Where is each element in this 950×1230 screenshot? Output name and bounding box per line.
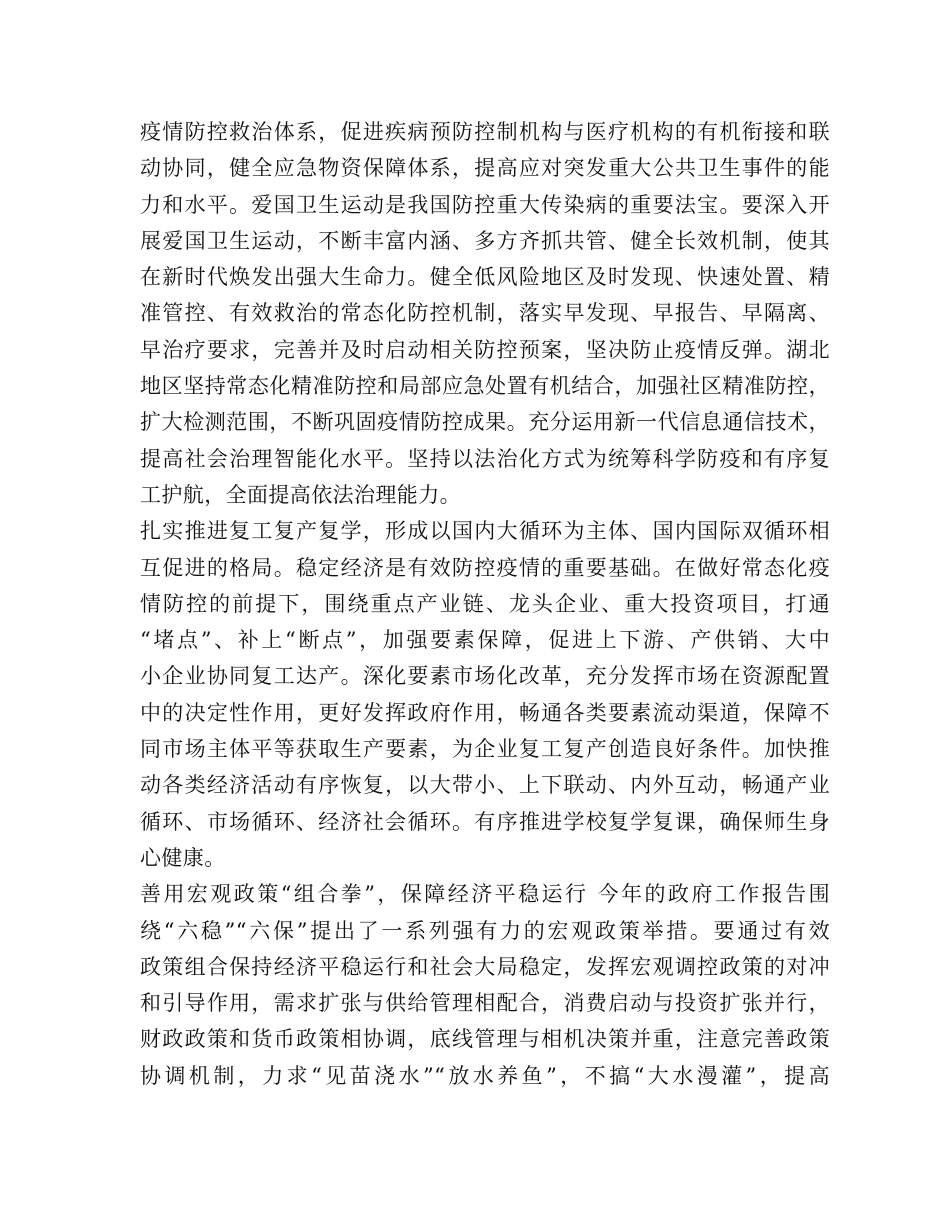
text-line: 循环、市场循环、经济社会循环。有序推进学校复学复课，确保师生身 — [140, 809, 830, 834]
text-line: 善用宏观政策“组合拳”，保障经济平稳运行 今年的政府工作报告围 — [140, 882, 830, 907]
text-line: 展爱国卫生运动，不断丰富内涵、多方齐抓共管、健全长效机制，使其 — [140, 228, 830, 253]
text-line: 动各类经济活动有序恢复，以大带小、上下联动、内外互动，畅通产业 — [140, 773, 830, 798]
text-line: 情防控的前提下，围绕重点产业链、龙头企业、重大投资项目，打通 — [140, 591, 830, 616]
document-body — [140, 114, 830, 1094]
text-line: 绕“六稳”“六保”提出了一系列强有力的宏观政策举措。要通过有效 — [140, 918, 830, 943]
text-line: 协调机制，力求“见苗浇水”“放水养鱼”，不搞“大水漫灌”，提高 — [140, 1063, 830, 1088]
text-line: 政策组合保持经济平稳运行和社会大局稳定，发挥宏观调控政策的对冲 — [140, 954, 830, 979]
text-line: 心健康。 — [140, 845, 226, 870]
text-line: 扩大检测范围，不断巩固疫情防控成果。充分运用新一代信息通信技术， — [140, 410, 830, 435]
text-line: “堵点”、补上“断点”，加强要素保障，促进上下游、产供销、大中 — [140, 628, 830, 653]
text-line: 准管控、有效救治的常态化防控机制，落实早发现、早报告、早隔离、 — [140, 301, 830, 326]
text-line: 地区坚持常态化精准防控和局部应急处置有机结合，加强社区精准防控， — [140, 374, 830, 399]
text-line: 早治疗要求，完善并及时启动相关防控预案，坚决防止疫情反弹。湖北 — [140, 337, 830, 362]
text-line: 财政政策和货币政策相协调，底线管理与相机决策并重，注意完善政策 — [140, 1027, 830, 1052]
text-line: 互促进的格局。稳定经济是有效防控疫情的重要基础。在做好常态化疫 — [140, 555, 830, 580]
text-line: 工护航，全面提高依法治理能力。 — [140, 482, 461, 507]
text-line: 在新时代焕发出强大生命力。健全低风险地区及时发现、快速处置、精 — [140, 265, 830, 290]
text-line: 中的决定性作用，更好发挥政府作用，畅通各类要素流动渠道，保障不 — [140, 700, 830, 725]
text-line: 同市场主体平等获取生产要素，为企业复工复产创造良好条件。加快推 — [140, 737, 830, 762]
text-line: 小企业协同复工达产。深化要素市场化改革，充分发挥市场在资源配置 — [140, 664, 830, 689]
text-line: 和引导作用，需求扩张与供给管理相配合，消费启动与投资扩张并行， — [140, 991, 830, 1016]
text-line: 力和水平。爱国卫生运动是我国防控重大传染病的重要法宝。要深入开 — [140, 192, 830, 217]
text-line: 动协同，健全应急物资保障体系，提高应对突发重大公共卫生事件的能 — [140, 156, 830, 181]
text-line: 扎实推进复工复产复学，形成以国内大循环为主体、国内国际双循环相 — [140, 519, 830, 544]
text-line: 疫情防控救治体系，促进疾病预防控制机构与医疗机构的有机衔接和联 — [140, 120, 830, 144]
text-line: 提高社会治理智能化水平。坚持以法治化方式为统筹科学防疫和有序复 — [140, 446, 830, 471]
